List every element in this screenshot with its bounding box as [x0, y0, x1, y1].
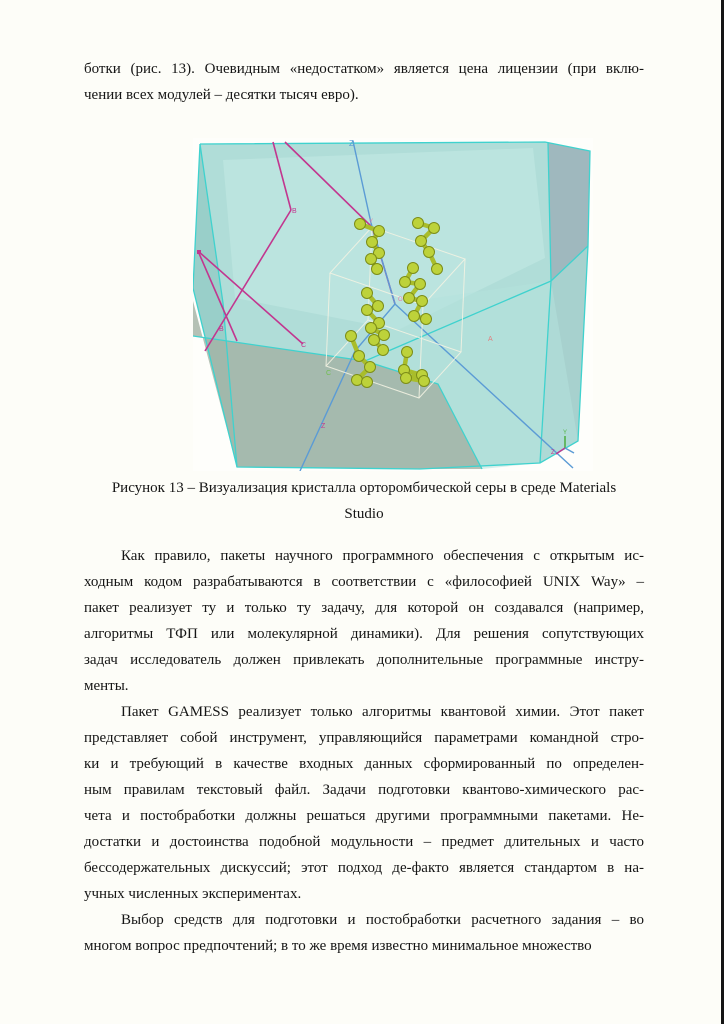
figure-axis-label: C [326, 370, 332, 377]
figure-axis-label: Y [563, 430, 568, 436]
sulfur-atom [346, 331, 357, 342]
figure-axis-label: Y [369, 219, 374, 225]
sulfur-atom [421, 314, 432, 325]
figure-axis-label: O [398, 297, 403, 303]
sulfur-atom [362, 305, 373, 316]
sulfur-atom [413, 218, 424, 229]
text-line: ботки (рис. 13). Очевидным «недостатком» является цена лицензии (при вклю- [84, 61, 644, 77]
text-line: многом вопрос предпочтений; в то же время известно минимальное множество [84, 938, 592, 954]
sulfur-atom [369, 335, 380, 346]
sulfur-atom [401, 373, 412, 384]
orientation-triad-axis [565, 448, 574, 453]
sulfur-atom [402, 347, 413, 358]
sulfur-atom [352, 375, 363, 386]
paragraph [84, 907, 644, 959]
sulfur-atom [355, 219, 366, 230]
sulfur-atom [367, 237, 378, 248]
text-line: пакет реализует ту и только ту задачу, для которой он создавался (например, [84, 600, 644, 616]
text-line: учных численных экспериментах. [84, 886, 302, 902]
figure-axis-label: B [219, 326, 224, 333]
text-line: ходным кодом разрабатываются в соответствии с «философией UNIX Way» – [84, 574, 644, 590]
body-paragraphs [84, 543, 644, 959]
sulfur-atom [424, 247, 435, 258]
vertex-marker [197, 250, 201, 254]
paragraph [84, 699, 644, 907]
text-line: чении всех модулей – десятки тысяч евро). [84, 87, 359, 103]
sulfur-atom [372, 264, 383, 275]
text-line: чета и постобработки должны решаться другими программными пакетами. Не- [84, 808, 644, 824]
sulfur-atom [366, 254, 377, 265]
sulfur-atom [419, 376, 430, 387]
sulfur-atom [366, 323, 377, 334]
figure-axis-label: B [292, 208, 297, 215]
sulfur-atom [429, 223, 440, 234]
figure-axis-label: C [301, 342, 307, 349]
sulfur-atom [374, 226, 385, 237]
text-line: алгоритмы ТФП или молекулярной динамики). Для решения сопутствующих [84, 626, 644, 642]
figure-caption-line: Рисунок 13 – Визуализация кристалла орторомбической серы в среде Materials [111, 480, 617, 496]
figure-caption [84, 475, 644, 527]
sulfur-atom [362, 377, 373, 388]
figure-axis-label: Z [349, 139, 354, 148]
text-column [84, 0, 644, 959]
figure-axis-label: Z [551, 450, 555, 456]
text-line: задач исследователь должен привлекать дополнительные программные инстру- [84, 652, 644, 668]
sulfur-atom [409, 311, 420, 322]
sulfur-atom [378, 345, 389, 356]
sulfur-atom [432, 264, 443, 275]
figure [193, 138, 593, 471]
figure-axis-label: Z [321, 423, 326, 430]
text-line: представляет собой инструмент, управляющийся параметрами командной стро- [84, 730, 644, 746]
sulfur-atom [362, 288, 373, 299]
crystal-visualization-figure [193, 138, 593, 471]
sulfur-atom [404, 293, 415, 304]
sulfur-atom [354, 351, 365, 362]
sulfur-atom [416, 236, 427, 247]
text-line: Выбор средств для подготовки и постобработки расчетного задания – во [121, 912, 644, 928]
sulfur-atom [373, 301, 384, 312]
text-line: достатки и достоинства подобной модульности – предмет длительных и часто [84, 834, 644, 850]
figure-caption-line: Studio [344, 506, 384, 522]
text-line: Как правило, пакеты научного программного обеспечения с открытым ис- [121, 548, 644, 564]
paragraph-intro [84, 56, 644, 108]
sulfur-atom [415, 279, 426, 290]
text-line: бессодержательных дискуссий; этот подход де-факто является стандартом в на- [84, 860, 644, 876]
paragraph [84, 543, 644, 699]
figure-axis-label: A [488, 336, 493, 343]
sulfur-atom [365, 362, 376, 373]
text-line: менты. [84, 678, 129, 694]
paragraph [84, 56, 644, 108]
sulfur-atom [400, 277, 411, 288]
text-line: ки и требующий в качестве входных данных сформированный по определен- [84, 756, 644, 772]
text-line: Пакет GAMESS реализует только алгоритмы квантовой химии. Этот пакет [121, 704, 644, 720]
text-line: ным правилам текстовый файл. Задачи подготовки квантово-химического рас- [84, 782, 644, 798]
sulfur-atom [408, 263, 419, 274]
sulfur-atom [379, 330, 390, 341]
sulfur-atom [417, 296, 428, 307]
